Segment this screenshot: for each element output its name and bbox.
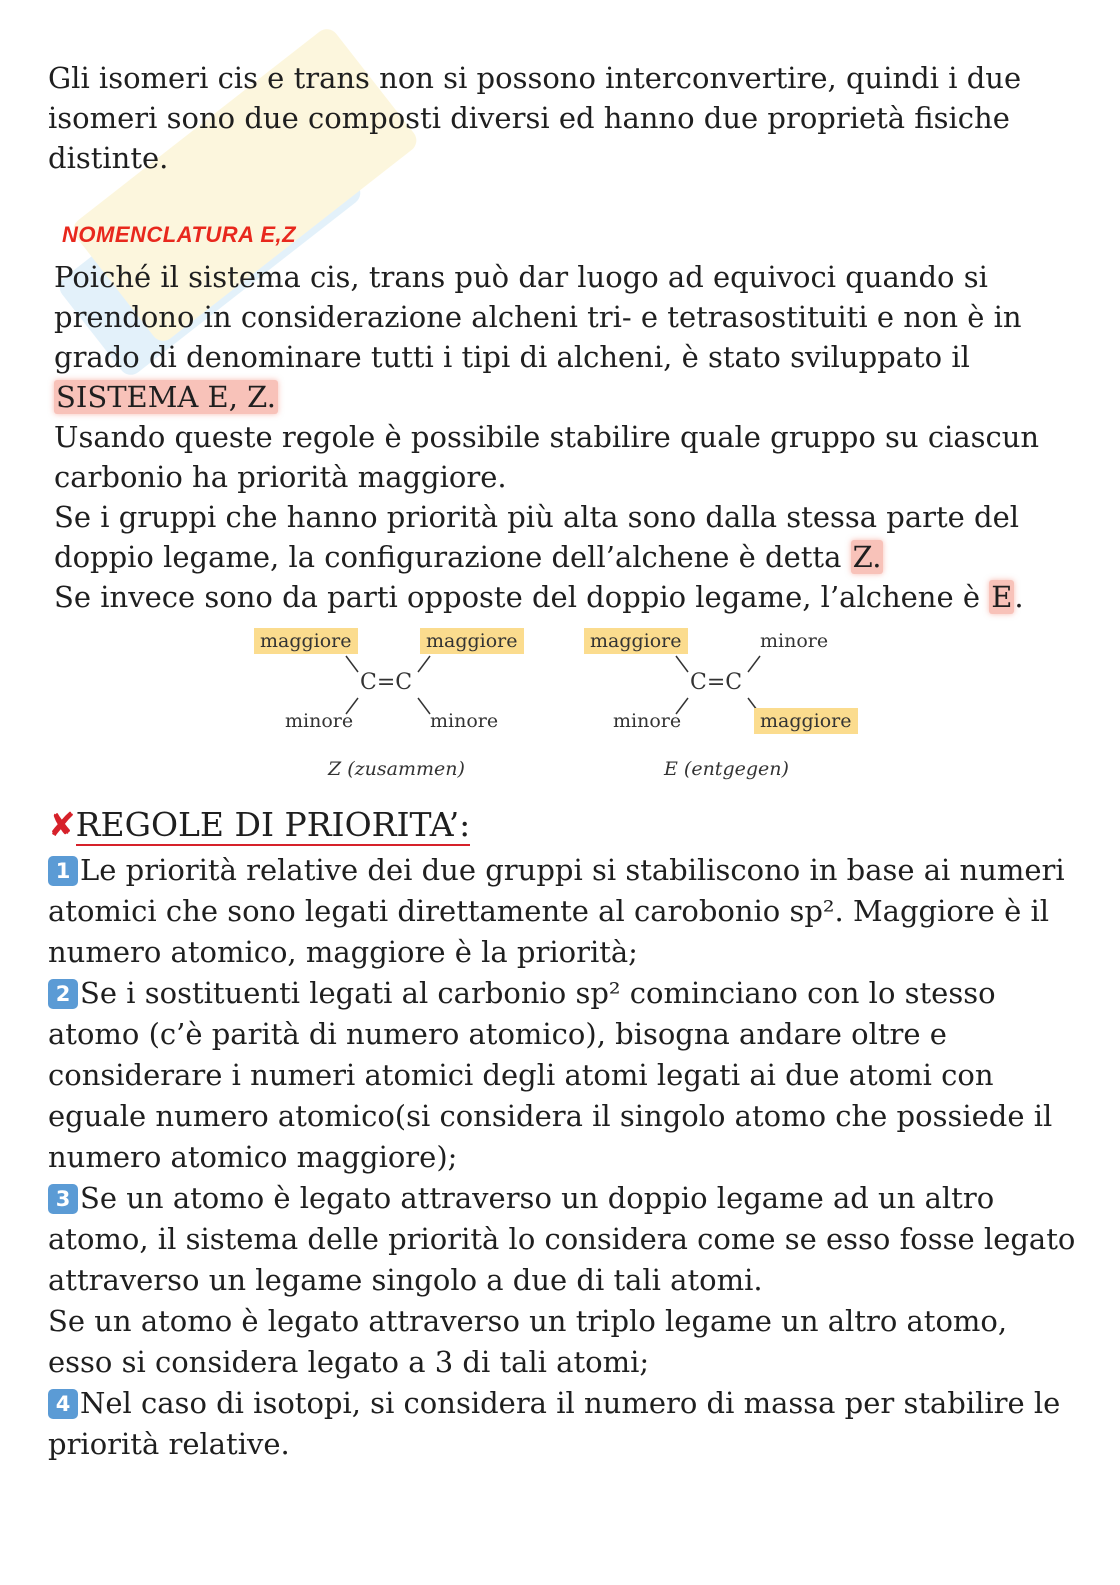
rules-title xyxy=(48,805,470,845)
rule-text: Se i sostituenti legati al carbonio sp² cominciano con lo stesso atomo (c’è parità di numero atomico), bisogna andare oltre e considerare i numeri atomici degli atomi legati ai due atomi con eguale numero atomico(si considera il singolo atomo che possiede il numero atomico maggiore); xyxy=(48,976,1053,1174)
bond-line xyxy=(676,656,688,672)
rule-item xyxy=(48,973,1078,1178)
ez-line: Se invece sono da parti opposte del doppio legame, l’alchene è xyxy=(54,580,990,614)
intro-line: Gli isomeri cis e trans non si possono interconvertire, quindi i due xyxy=(48,61,1022,95)
rule-item xyxy=(48,850,1078,973)
ez-diagram xyxy=(250,626,870,791)
bond-line xyxy=(748,656,760,672)
highlight-sistema-ez: SISTEMA E, Z. xyxy=(56,380,277,414)
cross-mark-icon: ✘ xyxy=(48,805,76,844)
intro-line: isomeri sono due composti diversi ed hanno due proprietà fisiche xyxy=(48,101,1010,135)
e-top-right-label: minore xyxy=(760,630,829,652)
ez-line: prendono in considerazione alcheni tri- e tetrasostituiti e non è in xyxy=(54,300,1022,334)
e-top-left-label: maggiore xyxy=(584,628,688,654)
z-bottom-right-label: minore xyxy=(430,710,499,732)
e-bottom-left-label: minore xyxy=(613,710,682,732)
z-top-right-label: maggiore xyxy=(420,628,524,654)
z-bottom-left-label: minore xyxy=(285,710,354,732)
number-four-icon: 4 xyxy=(48,1389,78,1419)
highlight-z: Z. xyxy=(852,540,882,574)
e-bottom-right-label: maggiore xyxy=(754,708,858,734)
rule-item xyxy=(48,1301,1078,1383)
ez-line: Poiché il sistema cis, trans può dar luogo ad equivoci quando si xyxy=(54,260,988,294)
bond-line xyxy=(418,656,430,672)
bond-line xyxy=(346,656,358,672)
intro-line: distinte. xyxy=(48,141,169,175)
ez-line: doppio legame, la configurazione dell’alchene è detta xyxy=(54,540,851,574)
e-bond: C=C xyxy=(690,670,743,695)
rule-text: Se un atomo è legato attraverso un doppio legame ad un altro atomo, il sistema delle priorità lo considera come se esso fosse legato attraverso un legame singolo a due di tali atomi. xyxy=(48,1181,1076,1297)
ez-paragraph xyxy=(54,257,1064,617)
number-three-icon: 3 xyxy=(48,1184,78,1214)
ez-line: grado di denominare tutti i tipi di alcheni, è stato sviluppato il xyxy=(54,340,970,374)
rules-list xyxy=(48,850,1078,1465)
number-one-icon: 1 xyxy=(48,856,78,886)
rule-text: Se un atomo è legato attraverso un triplo legame un altro atomo, esso si considera legato a 3 di tali atomi; xyxy=(48,1304,1008,1379)
ez-line: Usando queste regole è possibile stabilire quale gruppo su ciascun xyxy=(54,420,1040,454)
rule-text: Nel caso di isotopi, si considera il numero di massa per stabilire le priorità relative. xyxy=(48,1386,1061,1461)
ez-line: Se i gruppi che hanno priorità più alta sono dalla stessa parte del xyxy=(54,500,1020,534)
z-top-left-label: maggiore xyxy=(254,628,358,654)
section-heading-ez: NOMENCLATURA E,Z xyxy=(62,222,297,247)
rules-title-text: REGOLE DI PRIORITA’: xyxy=(75,805,471,844)
rule-item xyxy=(48,1178,1078,1301)
rule-item xyxy=(48,1383,1078,1465)
number-two-icon: 2 xyxy=(48,979,78,1009)
e-caption: E (entgegen) xyxy=(664,758,789,780)
z-bond: C=C xyxy=(360,670,413,695)
highlight-e: E xyxy=(991,580,1013,614)
ez-line: carbonio ha priorità maggiore. xyxy=(54,460,507,494)
rule-text: Le priorità relative dei due gruppi si stabiliscono in base ai numeri atomici che sono legati direttamente al carobonio sp². Maggiore è il numero atomico, maggiore è la priorità; xyxy=(48,853,1065,969)
bond-line xyxy=(418,698,430,714)
z-caption: Z (zusammen) xyxy=(328,758,465,780)
intro-paragraph xyxy=(48,58,1068,178)
ez-line-end: . xyxy=(1014,580,1024,614)
